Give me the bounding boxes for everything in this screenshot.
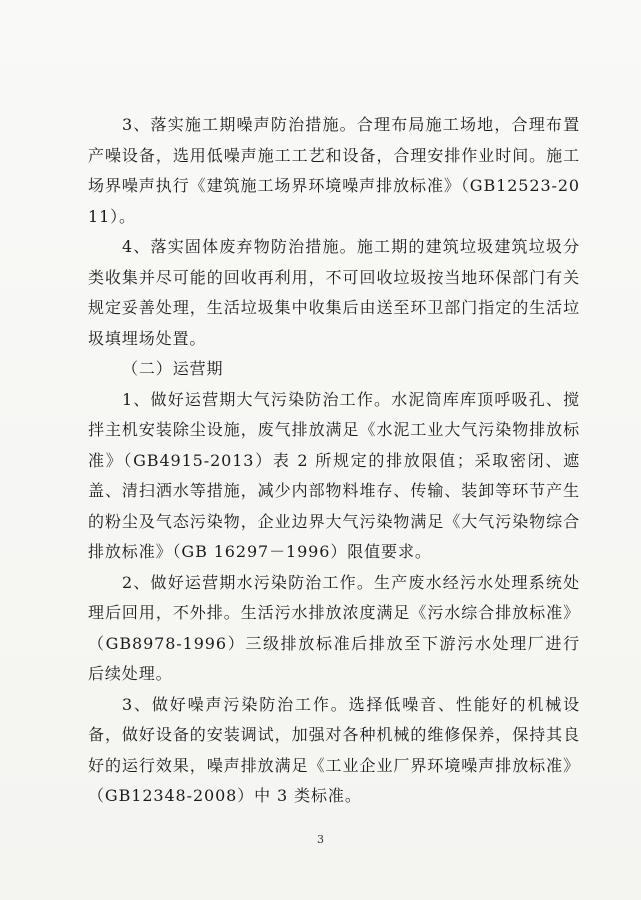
- document-body: [88, 110, 580, 812]
- paragraph-operation-water: 2、做好运营期水污染防治工作。生产废水经污水处理系统处理后回用，不外排。生活污水排放浓度满足《污水综合排放标准》（GB8978-1996）三级排放标准后排放至下游污水处理厂进行后续处理。: [88, 572, 580, 683]
- paragraph-operation-noise: 3、做好噪声污染防治工作。选择低噪音、性能好的机械设备，做好设备的安装调试，加强对各种机械的维修保养，保持其良好的运行效果，噪声排放满足《工业企业厂界环境噪声排放标准》（GB12348-2008）中 3 类标准。: [88, 694, 580, 805]
- paragraph-construction-noise: 3、落实施工期噪声防治措施。合理布局施工场地，合理布置产噪设备，选用低噪声施工工艺和设备，合理安排作业时间。施工场界噪声执行《建筑施工场界环境噪声排放标准》（GB12523-2011）。: [88, 115, 580, 226]
- page-number: 3: [317, 833, 324, 846]
- paragraph-operation-air: 1、做好运营期大气污染防治工作。水泥筒库库顶呼吸孔、搅拌主机安装除尘设施，废气排放满足《水泥工业大气污染物排放标准》（GB4915-2013）表 2 所规定的排放限值；采取密闭、遮盖、清扫洒水等措施，减少内部物料堆存、传输、装卸等环节产生的粉尘及气态污染物，企业边界大气污染物满足《大气污染物综合排放标准》（GB 16297－1996）限值要求。: [88, 389, 580, 561]
- section-heading-operation: （二）运营期: [122, 359, 224, 378]
- paragraph-construction-solid-waste: 4、落实固体废弃物防治措施。施工期的建筑垃圾建筑垃圾分类收集并尽可能的回收再利用，不可回收垃圾按当地环保部门有关规定妥善处理，生活垃圾集中收集后由送至环卫部门指定的生活垃圾填埋场处置。: [88, 237, 580, 348]
